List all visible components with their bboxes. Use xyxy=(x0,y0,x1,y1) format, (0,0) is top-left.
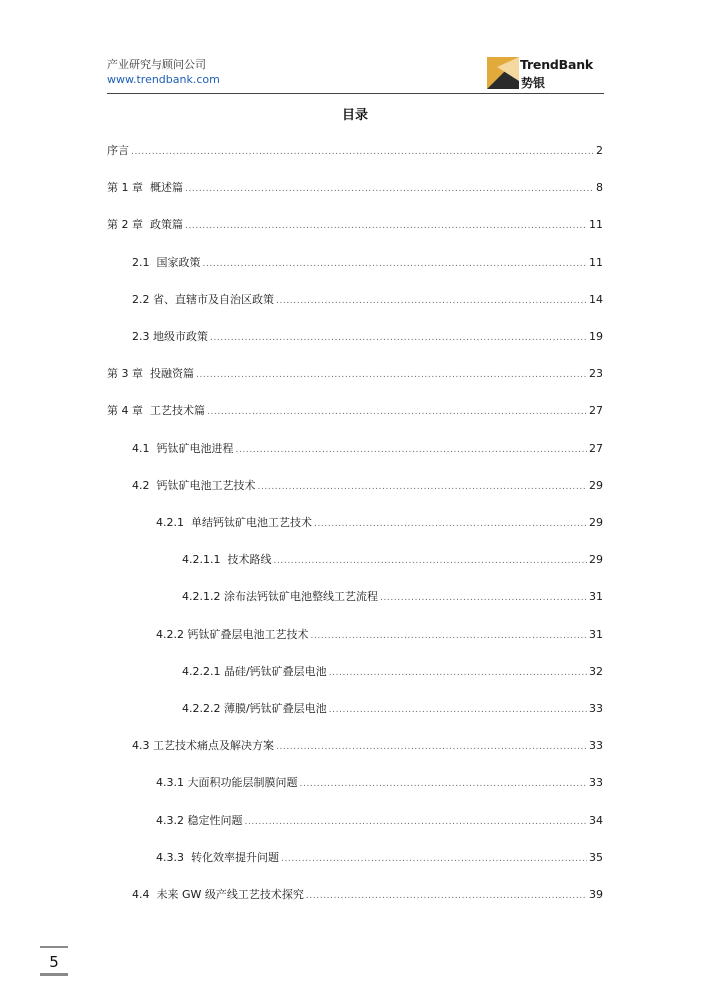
toc-entry-label: 4.2.2.1 晶硅/钙钛矿叠层电池 xyxy=(182,664,327,678)
trendbank-logo-icon xyxy=(485,55,521,91)
toc-title: 目录 xyxy=(341,108,368,123)
toc-entry-label: 4.2.1 单结钙钛矿电池工艺技术 xyxy=(156,516,312,529)
toc-entry[interactable] xyxy=(182,701,603,718)
toc-dot-leader xyxy=(203,256,588,272)
footer-divider-bottom xyxy=(40,973,68,976)
toc-dot-leader xyxy=(306,888,587,904)
toc-entry[interactable] xyxy=(156,775,603,792)
toc-dot-leader xyxy=(236,442,588,458)
toc-entry-page: 33 xyxy=(589,702,603,715)
toc-entry-label: 2.1 国家政策 xyxy=(132,255,201,269)
toc-dot-leader xyxy=(300,776,588,792)
toc-entry-page: 29 xyxy=(589,478,603,492)
toc-entry[interactable] xyxy=(132,887,603,904)
toc-entry[interactable] xyxy=(107,143,603,160)
website-link[interactable]: www.trendbank.com xyxy=(107,73,220,86)
toc-entry-page: 31 xyxy=(589,590,603,604)
toc-dot-leader xyxy=(276,739,587,755)
toc-entry-page: 34 xyxy=(589,813,603,827)
toc-entry-page: 27 xyxy=(589,441,603,455)
toc-entry-label: 第 4 章 工艺技术篇 xyxy=(107,404,205,418)
toc-entry-page: 33 xyxy=(589,776,603,790)
toc-dot-leader xyxy=(258,479,588,495)
toc-entry-label: 4.4 未来 GW 级产线工艺技术探究 xyxy=(132,888,304,901)
footer-divider-top xyxy=(40,946,68,948)
toc-entry-label: 第 1 章 概述篇 xyxy=(107,181,183,195)
page-header xyxy=(107,52,604,96)
toc-dot-leader xyxy=(380,590,587,606)
toc-entry[interactable] xyxy=(156,850,603,867)
toc-entry-label: 4.2.2.2 薄膜/钙钛矿叠层电池 xyxy=(182,702,327,715)
toc-dot-leader xyxy=(311,628,588,644)
toc-entry-page: 33 xyxy=(589,739,603,753)
toc-entry-label: 序言 xyxy=(107,144,129,157)
toc-entry-page: 31 xyxy=(589,627,603,641)
trendbank-logo xyxy=(485,55,605,91)
toc-entry-page: 29 xyxy=(589,553,603,567)
toc-dot-leader xyxy=(273,553,587,569)
toc-entry-page: 23 xyxy=(589,367,603,381)
toc-dot-leader xyxy=(185,181,594,197)
toc-entry[interactable] xyxy=(132,255,603,272)
toc-entry[interactable] xyxy=(182,589,603,606)
page-footer xyxy=(40,946,68,976)
toc-entry-page: 11 xyxy=(589,255,603,269)
toc-entry-page: 8 xyxy=(596,181,603,195)
toc-entry-label: 4.2 钙钛矿电池工艺技术 xyxy=(132,478,256,492)
header-divider xyxy=(107,93,604,94)
toc-entry-label: 4.2.1.2 涂布法钙钛矿电池整线工艺流程 xyxy=(182,590,378,604)
toc-entry-page: 2 xyxy=(596,144,603,157)
toc-entry[interactable] xyxy=(156,627,603,644)
toc-entry-label: 4.3 工艺技术痛点及解决方案 xyxy=(132,739,274,753)
toc-dot-leader xyxy=(196,367,587,383)
toc-entry[interactable] xyxy=(156,813,603,830)
logo-name-en: TrendBank xyxy=(520,57,594,72)
toc-entry[interactable] xyxy=(107,217,603,234)
toc-entry-label: 4.2.2 钙钛矿叠层电池工艺技术 xyxy=(156,627,309,641)
toc-entry[interactable] xyxy=(182,664,603,681)
toc-entry-page: 27 xyxy=(589,404,603,418)
toc-entry-page: 35 xyxy=(589,850,603,864)
toc-entry[interactable] xyxy=(107,180,603,197)
toc-entry[interactable] xyxy=(182,552,603,569)
toc-entry-label: 第 2 章 政策篇 xyxy=(107,218,183,232)
toc-entry-page: 19 xyxy=(589,330,603,343)
company-tagline: 产业研究与顾问公司 xyxy=(107,58,206,71)
toc-dot-leader xyxy=(245,814,588,830)
logo-name-cn: 势银 xyxy=(521,76,546,90)
toc-entry-label: 2.3 地级市政策 xyxy=(132,330,208,343)
toc-entry-page: 14 xyxy=(589,292,603,306)
toc-entry-label: 2.2 省、直辖市及自治区政策 xyxy=(132,292,274,306)
toc-dot-leader xyxy=(210,330,587,346)
toc-entry-label: 4.3.3 转化效率提升问题 xyxy=(156,850,279,864)
toc-entry[interactable] xyxy=(132,292,603,309)
toc-dot-leader xyxy=(131,144,594,160)
toc-entry-label: 4.1 钙钛矿电池进程 xyxy=(132,441,234,455)
toc-entry-label: 4.3.1 大面积功能层制膜问题 xyxy=(156,776,298,790)
toc-entry-label: 4.3.2 稳定性问题 xyxy=(156,813,243,827)
toc-entry[interactable] xyxy=(107,403,603,420)
page-number: 5 xyxy=(49,953,59,971)
toc-entry[interactable] xyxy=(132,478,603,495)
toc-entry-page: 11 xyxy=(589,218,603,232)
toc-dot-leader xyxy=(314,516,587,532)
toc-dot-leader xyxy=(329,702,587,718)
toc-dot-leader xyxy=(207,404,587,420)
toc-entry[interactable] xyxy=(132,441,603,458)
toc-dot-leader xyxy=(276,293,587,309)
toc-entry[interactable] xyxy=(132,329,603,346)
toc-entry-page: 29 xyxy=(589,516,603,529)
toc-entry[interactable] xyxy=(107,366,603,383)
toc-entry-label: 第 3 章 投融资篇 xyxy=(107,367,194,381)
toc-dot-leader xyxy=(281,851,587,867)
toc-entry[interactable] xyxy=(156,515,603,532)
toc-entry-page: 39 xyxy=(589,888,603,901)
toc-dot-leader xyxy=(329,665,587,681)
toc-dot-leader xyxy=(185,218,587,234)
toc-entry-label: 4.2.1.1 技术路线 xyxy=(182,553,272,567)
toc-entry-page: 32 xyxy=(589,664,603,678)
toc-entry[interactable] xyxy=(132,738,603,755)
